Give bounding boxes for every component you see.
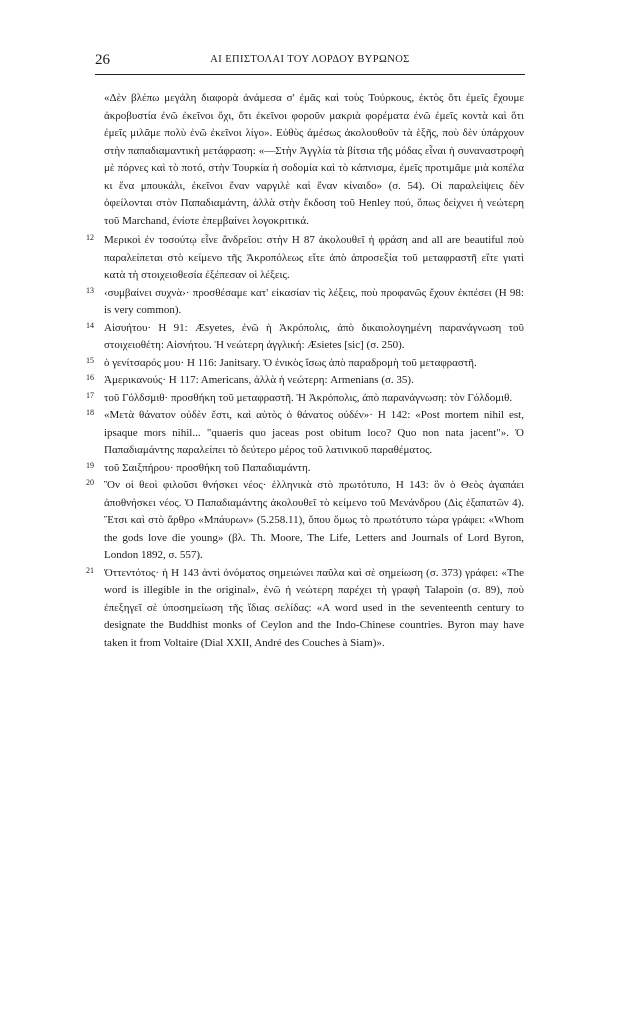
footnote-text: Ἀμερικανούς· H 117: Americans, ἀλλὰ ἡ νεώτερη: Armenians (σ. 35). <box>104 374 414 386</box>
footnote-number: 21 <box>86 565 94 575</box>
page-header <box>95 52 525 75</box>
intro-paragraph: «Δὲν βλέπω μεγάλη διαφορὰ ἀνάμεσα σ' ἐμᾶς καὶ τοὺς Τούρκους, ἐκτὸς ὅτι ἐμεῖς ἔχουμε ἀκροβυστία ἐνῶ ἐκεῖνοι ὄχι, ὅτι ἐκεῖνοι φοροῦν μακριὰ φορέματα ἐνῶ ἐμεῖς κοντὰ καὶ ὅτι ἐμεῖς μιλᾶμε πολὺ ἐνῶ ἐκεῖνοι λίγο». Εὐθὺς ἀμέσως ἀκολουθοῦν τὰ ἑξῆς, ποὺ δὲν ὑπάρχουν στὴν παπαδιαμαντικὴ μετάφραση: «—Στὴν Ἀγγλία τὰ βίτσια τῆς μόδας εἶναι ἡ συναναστροφὴ μὲ πόρνες καὶ τὸ ποτό, στὴν Τουρκία ἡ σοδομία καὶ τὸ κάπνισμα, ἐμεῖς προτιμᾶμε μιὰ κοπέλα κι ἕνα μπουκάλι, ἐκεῖνοι ἕναν ναργιλὲ καὶ ἕναν κίναιδο» (σ. 54). Οἱ παραλείψεις δὲν ὀφείλονται στὸν Παπαδιαμάντη, ἀλλὰ στὴν ἔκδοση τοῦ Henley πού, ὅπως δείχνει ἡ νεώτερη τοῦ Marchand, ἐνίοτε ἐπεμβαίνει λογοκριτικά. <box>104 92 524 227</box>
footnote-14 <box>86 320 524 355</box>
footnote-text: Μερικοὶ ἐν τοσούτῳ εἶνε ἄνδρεῖοι: στὴν H 87 ἀκολουθεῖ ἡ φράση and all are beautiful ποὺ παραλείπεται στὸ κείμενο τῆς Ἀκροπόλεως εἴτε ἀπὸ ἀπροσεξία τοῦ μεταφραστῆ εἴτε γιατὶ κατὰ τὴ στοιχειοθεσία ἐξέπεσαν οἱ λέξεις. <box>104 234 524 281</box>
footnote-19 <box>86 460 524 478</box>
footnote-12 <box>86 232 524 285</box>
page-body <box>86 90 524 652</box>
footnote-16 <box>86 372 524 390</box>
footnote-number: 13 <box>86 285 94 295</box>
footnote-text: «Μετὰ θάνατον οὐδὲν ἔστι, καὶ αὐτὸς ὁ θάνατος οὐδέν»· H 142: «Post mortem nihil est, ipsaque mors nihil... "quaeris quo jaceas post obitum loco? Quo non nata jacent"». Ὁ Παπαδιαμάντης παραλείπει τὸ δεύτερο μέρος τοῦ λατινικοῦ παραθέματος. <box>104 409 524 456</box>
footnote-20 <box>86 477 524 565</box>
footnote-21 <box>86 565 524 653</box>
footnote-number: 12 <box>86 233 94 242</box>
page-number: 26 <box>95 52 110 68</box>
footnote-number: 20 <box>86 478 94 487</box>
footnote-number: 18 <box>86 408 94 417</box>
footnote-text: Ὃν οἱ θεοὶ φιλοῦσι θνήσκει νέος· ἑλληνικὰ στὸ πρωτότυπο, H 143: ὃν ὁ Θεὸς ἀγαπάει ἀποθνήσκει νέος. Ὁ Παπαδιαμάντης ἀκολουθεῖ τὸ κείμενο τοῦ Μενάνδρου (Δὶς ἐξαπατῶν 4). Ἔτσι καὶ στὸ ἄρθρο «Μπάυρων» (5.258.11), ὅπου ὅμως τὸ πρωτότυπο τώρα γράφει: «Whom the gods love die young» (βλ. Th. Moore, The Life, Letters and Journals of Lord Byron, London 1892, σ. 557). <box>104 479 524 561</box>
footnote-15 <box>86 355 524 373</box>
footnote-17 <box>86 390 524 408</box>
footnote-text: τοῦ Γόλδσμιθ· προσθήκη τοῦ μεταφραστῆ. Ἡ Ἀκρόπολις, ἀπὸ παρανάγνωση: τὸν Γόλδομιθ. <box>104 391 513 404</box>
footnote-number: 15 <box>86 355 94 365</box>
footnote-text: τοῦ Σαιξπήρου· προσθήκη τοῦ Παπαδιαμάντη. <box>104 461 311 474</box>
footnote-text: ὁ γενίτσαρός μου· H 116: Janitsary. Ὁ ἑνικὸς ἴσως ἀπὸ παραδρομὴ τοῦ μεταφραστῆ. <box>104 356 477 369</box>
footnote-18 <box>86 407 524 460</box>
footnote-text: ‹συμβαίνει συχνὰ›· προσθέσαμε κατ' εἰκασίαν τὶς λέξεις, ποὺ προφανῶς ἔχουν ἐκπέσει (H 98: is very common). <box>104 286 524 316</box>
footnote-number: 14 <box>86 320 94 330</box>
running-head: ΑΙ ΕΠΙΣΤΟΛΑΙ ΤΟΥ ΛΟΡΔΟΥ ΒΥΡΩΝΟΣ <box>210 54 410 65</box>
footnote-13 <box>86 285 524 320</box>
footnote-text: Αἰσυήτου· H 91: Æsyetes, ἐνῶ ἡ Ἀκρόπολις, ἀπὸ δικαιολογημένη παρανάγνωση τοῦ στοιχειοθέτη: Αἰσνήτου. Ἡ νεώτερη ἀγγλική: Æsietes [sic] (σ. 250). <box>104 321 524 351</box>
footnote-number: 17 <box>86 390 94 400</box>
footnote-text: Ὀττεντότος· ἡ H 143 ἀντὶ ὀνόματος σημειώνει παῦλα καὶ σὲ σημείωση (σ. 373) γράφει: «The word is illegible in the original», ἐνῶ ἡ νεώτερη παρέχει τὴ γραφὴ Talapoin (σ. 89), ποὺ ἐπεξηγεῖ σὲ ὑποσημείωση τῆς ἴδιας σελίδας: «A word used in the seventeenth century to designate the Buddhist monks of Ceylon and the Indo-Chinese countries. Byron may have taken it from Voltaire (Dial XXII, André des Couches à Siam)». <box>104 566 524 649</box>
footnote-number: 19 <box>86 460 94 470</box>
footnote-number: 16 <box>86 373 94 382</box>
